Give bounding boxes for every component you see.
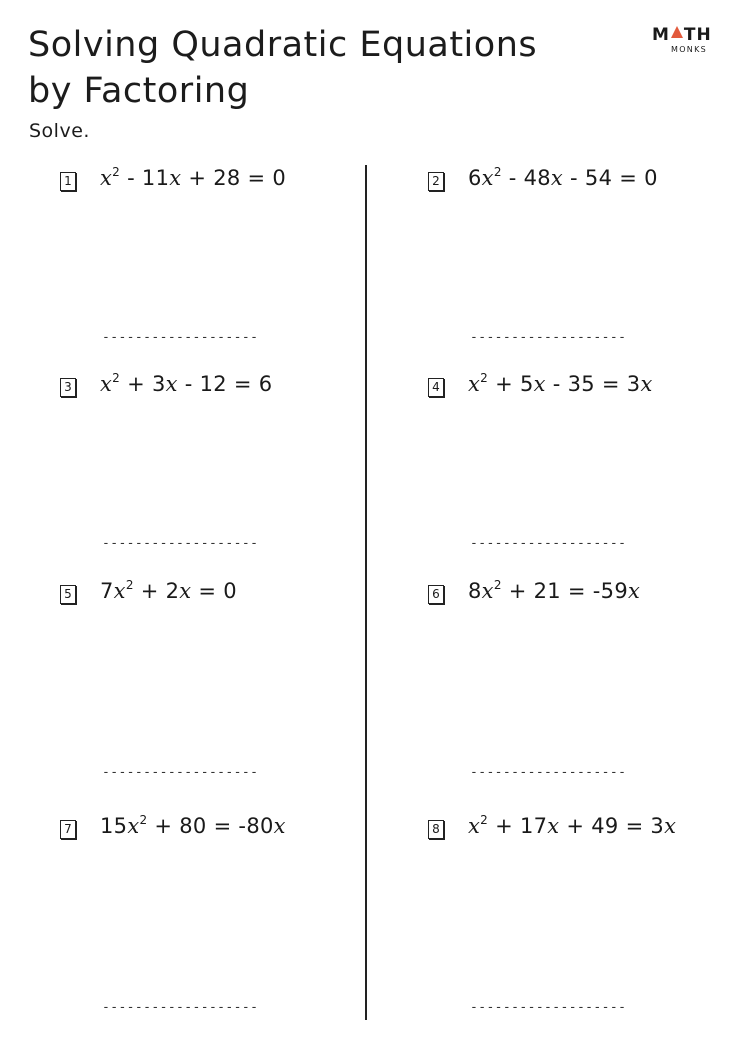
problem-number: 2 bbox=[428, 172, 444, 191]
problem-number: 5 bbox=[60, 585, 76, 604]
title-line-2: by Factoring bbox=[28, 71, 250, 111]
equation-text: + 3 bbox=[120, 372, 166, 396]
variable-x: x bbox=[640, 372, 653, 396]
equation-text: + 17 bbox=[488, 814, 548, 838]
equation-text: - 12 = 6 bbox=[177, 372, 273, 396]
logo-text-right: TH bbox=[683, 25, 712, 45]
math-monks-logo bbox=[652, 26, 718, 56]
logo-text-left: M bbox=[652, 25, 670, 45]
equation-text: 8 bbox=[468, 579, 482, 603]
equation-text: = 0 bbox=[191, 579, 237, 603]
equation-text: 6 bbox=[468, 166, 482, 190]
answer-line: ------------------- bbox=[102, 330, 259, 345]
problem-4 bbox=[428, 371, 718, 561]
problem-number: 1 bbox=[60, 172, 76, 191]
problem-number: 3 bbox=[60, 378, 76, 397]
page-title bbox=[28, 22, 537, 114]
equation-text: + 5 bbox=[488, 372, 534, 396]
problem-2 bbox=[428, 165, 718, 355]
equation bbox=[100, 166, 286, 190]
variable-x: x bbox=[547, 814, 560, 838]
variable-x: x bbox=[179, 579, 192, 603]
variable-x: x bbox=[481, 579, 494, 603]
equation-text: - 54 = 0 bbox=[563, 166, 658, 190]
exponent: 2 bbox=[139, 813, 148, 827]
variable-x: x bbox=[273, 814, 286, 838]
equation-text: - 35 = 3 bbox=[545, 372, 641, 396]
problem-number: 7 bbox=[60, 820, 76, 839]
problem-1 bbox=[60, 165, 350, 355]
equation bbox=[468, 579, 640, 603]
problem-6 bbox=[428, 578, 718, 788]
variable-x: x bbox=[627, 579, 641, 603]
problem-number: 4 bbox=[428, 378, 444, 397]
variable-x: x bbox=[533, 372, 546, 396]
logo-subtext: MONKS bbox=[671, 45, 708, 54]
equation bbox=[468, 372, 653, 396]
exponent: 2 bbox=[493, 165, 502, 179]
answer-line: ------------------- bbox=[470, 1000, 627, 1015]
exponent: 2 bbox=[480, 813, 489, 827]
problem-3 bbox=[60, 371, 350, 561]
equation-text: + 2 bbox=[133, 579, 180, 603]
exponent: 2 bbox=[480, 371, 489, 385]
problem-5 bbox=[60, 578, 350, 788]
equation-text: + 80 = -80 bbox=[147, 814, 274, 838]
answer-line: ------------------- bbox=[470, 536, 627, 551]
variable-x: x bbox=[169, 166, 182, 190]
answer-line: ------------------- bbox=[470, 765, 627, 780]
variable-x: x bbox=[100, 372, 113, 396]
problem-number: 6 bbox=[428, 585, 444, 604]
column-divider bbox=[365, 165, 367, 1020]
equation-text: 15 bbox=[100, 814, 128, 838]
equation bbox=[468, 814, 676, 838]
equation bbox=[100, 372, 272, 396]
equation-text: 7 bbox=[100, 579, 114, 603]
title-line-1: Solving Quadratic Equations bbox=[28, 25, 538, 65]
variable-x: x bbox=[100, 166, 113, 190]
equation-text: + 49 = 3 bbox=[559, 814, 665, 838]
exponent: 2 bbox=[125, 578, 134, 592]
equation-text: + 28 = 0 bbox=[181, 166, 287, 190]
exponent: 2 bbox=[112, 371, 121, 385]
answer-line: ------------------- bbox=[102, 1000, 259, 1015]
logo-triangle-icon bbox=[671, 26, 683, 38]
problem-8 bbox=[428, 813, 718, 1028]
problem-7 bbox=[60, 813, 350, 1028]
answer-line: ------------------- bbox=[470, 330, 627, 345]
exponent: 2 bbox=[493, 578, 502, 592]
problem-number: 8 bbox=[428, 820, 444, 839]
equation bbox=[468, 166, 658, 190]
equation-text: - 48 bbox=[501, 166, 551, 190]
variable-x: x bbox=[664, 814, 677, 838]
instruction-text: Solve. bbox=[29, 120, 90, 142]
equation-text: - 11 bbox=[120, 166, 170, 190]
exponent: 2 bbox=[112, 165, 121, 179]
variable-x: x bbox=[481, 166, 494, 190]
variable-x: x bbox=[165, 372, 178, 396]
answer-line: ------------------- bbox=[102, 536, 259, 551]
variable-x: x bbox=[550, 166, 564, 190]
variable-x: x bbox=[113, 579, 126, 603]
variable-x: x bbox=[127, 814, 140, 838]
equation bbox=[100, 814, 286, 838]
equation-text: + 21 = -59 bbox=[501, 579, 628, 603]
equation bbox=[100, 579, 237, 603]
variable-x: x bbox=[468, 814, 481, 838]
answer-line: ------------------- bbox=[102, 765, 259, 780]
variable-x: x bbox=[468, 372, 481, 396]
